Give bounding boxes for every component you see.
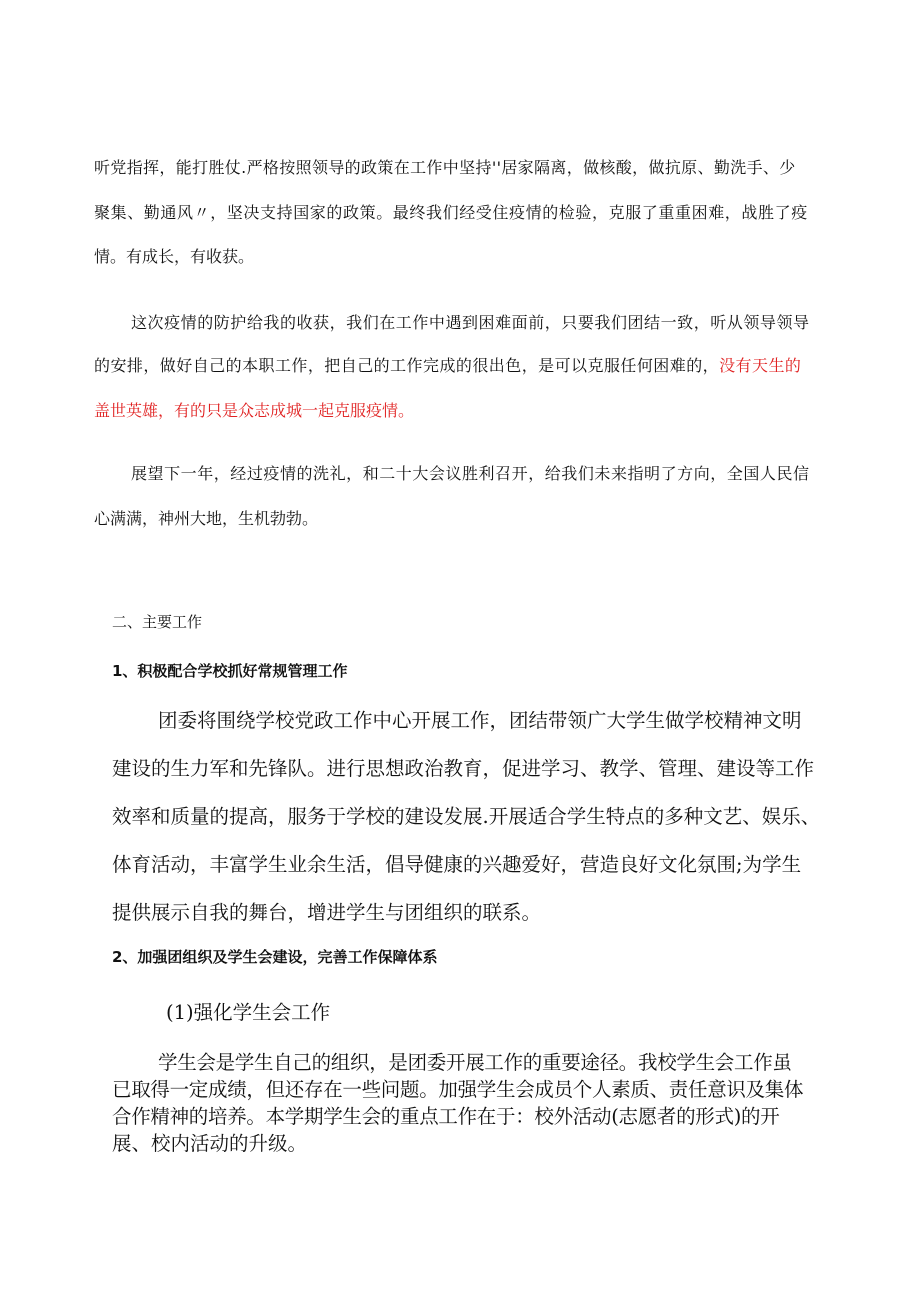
paragraph-2-highlight-start: 没有天生的: [719, 356, 802, 375]
item-1-line-5: 提供展示自我的舞台，增进学生与团组织的联系。: [112, 901, 542, 924]
section-heading: 二、主要工作: [112, 613, 203, 631]
item-1-heading: 1、积极配合学校抓好常规管理工作: [112, 662, 348, 680]
paragraph-1-line-1: 听党指挥，能打胜仗.严格按照领导的政策在工作中坚持''居家隔离，做核酸，做抗原、勤洗手、少: [94, 158, 796, 177]
item-1-line-2: 建设的生力军和先锋队。进行思想政治教育，促进学习、教学、管理、建设等工作: [112, 757, 815, 780]
paragraph-3-line-1: 展望下一年，经过疫情的洗礼，和二十大会议胜利召开，给我们未来指明了方向，全国人民信: [131, 464, 810, 483]
item-2-line-2: 已取得一定成绩，但还存在一些问题。加强学生会成员个人素质、责任意识及集体: [112, 1078, 804, 1101]
paragraph-2-line-2-plain: 的安排，做好自己的本职工作，把自己的工作完成的很出色，是可以克服任何困难的，: [94, 356, 720, 375]
item-2-line-1: 学生会是学生自己的组织，是团委开展工作的重要途径。我校学生会工作虽: [158, 1051, 792, 1074]
paragraph-1-line-3: 情。有成长，有收获。: [94, 247, 255, 266]
paragraph-1-line-2: 聚集、勤通风〃，坚决支持国家的政策。最终我们经受住疫情的检验，克服了重重困难，战胜了疫: [94, 203, 808, 222]
item-2-line-3: 合作精神的培养。本学期学生会的重点工作在于：校外活动(志愿者的形式)的开: [112, 1105, 780, 1128]
paragraph-3-line-2: 心满满，神州大地，生机勃勃。: [94, 509, 319, 528]
paragraph-2-line-1: 这次疫情的防护给我的收获，我们在工作中遇到困难面前，只要我们团结一致，听从领导领导: [131, 313, 810, 332]
paragraph-2-highlight-end: 盖世英雄，有的只是众志成城一起克服疫情。: [94, 401, 415, 420]
item-1-line-1: 团委将围绕学校党政工作中心开展工作，团结带领广大学生做学校精神文明: [158, 709, 802, 732]
item-2-line-4: 展、校内活动的升级。: [112, 1132, 308, 1155]
item-1-line-3: 效率和质量的提高，服务于学校的建设发展.开展适合学生特点的多种文艺、娱乐、: [112, 805, 821, 828]
paragraph-2-line-2: [94, 353, 801, 376]
item-2-heading: 2、加强团组织及学生会建设，完善工作保障体系: [112, 948, 438, 966]
item-1-line-4: 体育活动，丰富学生业余生活，倡导健康的兴趣爱好，营造良好文化氛围;为学生: [112, 853, 802, 876]
item-2-subheading: (1)强化学生会工作: [166, 1001, 331, 1024]
